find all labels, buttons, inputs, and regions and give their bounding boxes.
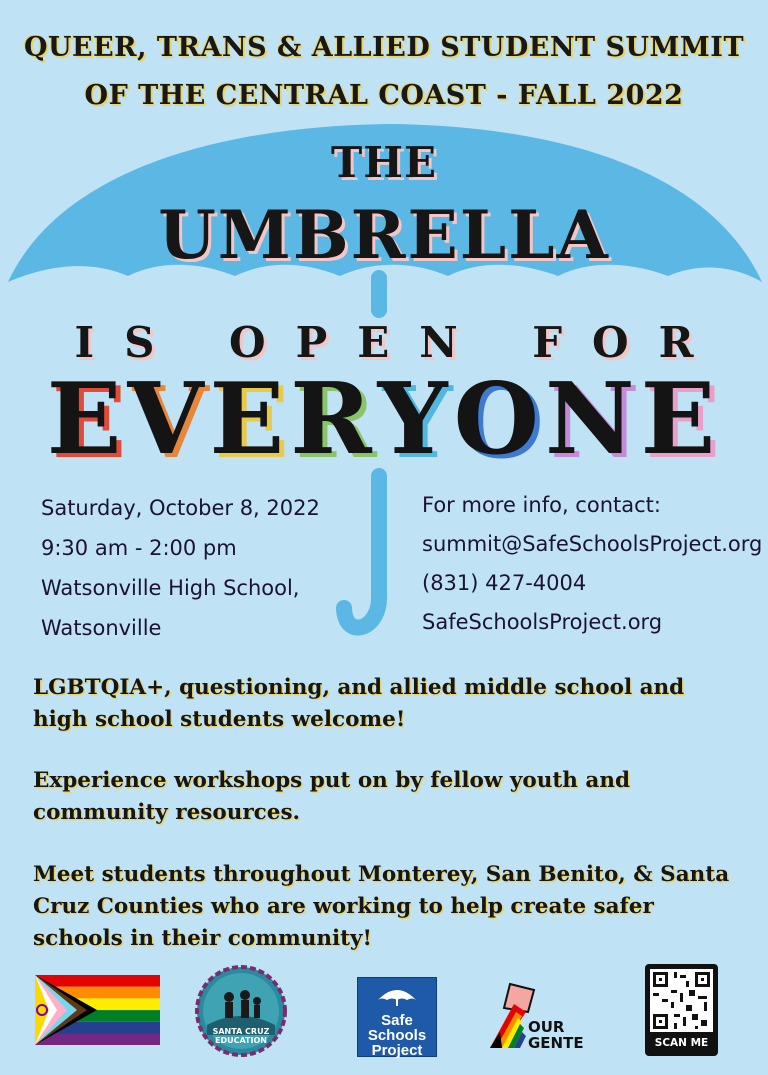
qr-code[interactable] xyxy=(645,964,718,1056)
sce-line2: EDUCATION xyxy=(215,1036,267,1045)
contact-website[interactable]: SafeSchoolsProject.org xyxy=(422,610,663,634)
summit-title-line-2: OF THE CENTRAL COAST - FALL 2022 xyxy=(84,80,684,111)
ssp-line3: Project xyxy=(371,1042,423,1059)
og-line1: OUR xyxy=(528,1018,565,1036)
workshops-paragraph: Experience workshops put on by fellow youth and community resources. xyxy=(33,768,631,825)
contact-details xyxy=(422,486,762,642)
title-the: THE xyxy=(331,138,437,187)
umbrella-icon xyxy=(358,978,436,1008)
safe-schools-project-logo xyxy=(357,977,437,1057)
contact-heading: For more info, contact: xyxy=(422,493,661,517)
everyone-letter: R xyxy=(290,362,378,477)
qr-code-icon xyxy=(650,969,713,1032)
santa-cruz-education-logo xyxy=(195,965,287,1057)
community-paragraph: Meet students throughout Monterey, San Benito, & Santa Cruz Counties who are working to help create safer schools in their community! xyxy=(33,862,730,951)
event-time: 9:30 am - 2:00 pm xyxy=(41,536,237,560)
summit-title-line-1: QUEER, TRANS & ALLIED STUDENT SUMMIT xyxy=(23,32,745,63)
ssp-line1: Safe xyxy=(381,1012,413,1029)
event-details xyxy=(41,488,320,648)
welcome-paragraph: LGBTQIA+, questioning, and allied middle school and high school students welcome! xyxy=(33,675,685,732)
event-date: Saturday, October 8, 2022 xyxy=(41,496,320,520)
everyone-letter: N xyxy=(544,362,641,477)
everyone-letter: Y xyxy=(377,362,454,477)
event-venue: Watsonville High School, xyxy=(41,576,300,600)
umbrella-shaft-top xyxy=(371,270,387,318)
scan-me-label: SCAN ME xyxy=(654,1037,709,1049)
event-city: Watsonville xyxy=(41,616,162,640)
ssp-line2: Schools xyxy=(367,1027,427,1044)
everyone-letter: E xyxy=(46,362,128,477)
our-gente-logo xyxy=(488,982,593,1052)
title-everyone xyxy=(0,362,768,477)
contact-email[interactable]: summit@SafeSchoolsProject.org xyxy=(422,532,763,556)
contact-phone[interactable]: (831) 427-4004 xyxy=(422,571,587,595)
title-is-open-for: IS OPEN FOR xyxy=(74,318,724,367)
everyone-letter: E xyxy=(209,362,291,477)
progress-pride-flag-logo xyxy=(35,975,160,1045)
title-umbrella: UMBRELLA xyxy=(158,196,610,274)
everyone-letter: V xyxy=(127,362,210,477)
everyone-letter: O xyxy=(453,362,545,477)
everyone-letter: E xyxy=(640,362,722,477)
umbrella-handle xyxy=(344,476,379,628)
og-line2: GENTE xyxy=(528,1034,584,1052)
sce-line1: SANTA CRUZ xyxy=(212,1027,270,1036)
